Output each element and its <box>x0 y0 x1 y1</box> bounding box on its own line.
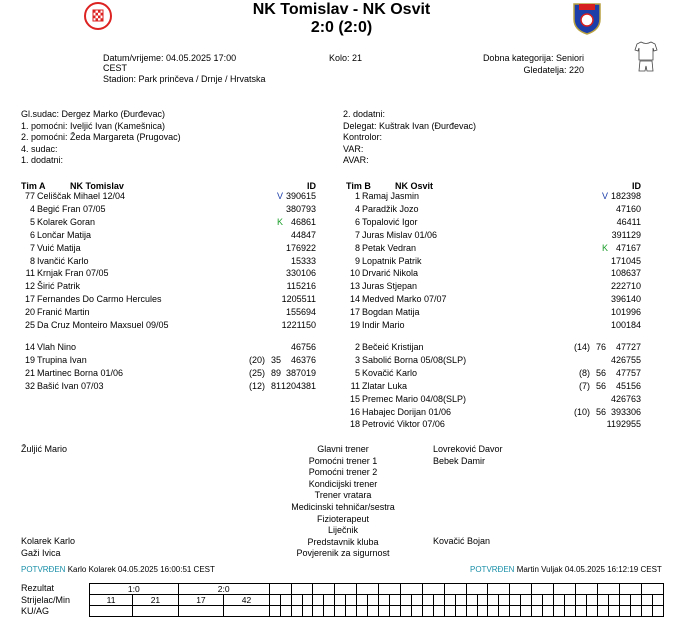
team-b-player-id: 46411 <box>616 216 641 227</box>
team-a-player-id: 1205511 <box>281 294 316 305</box>
team-b-player-id: 47167 <box>615 242 641 253</box>
team-a-sub-name: Bašić Ivan 07/03 <box>37 380 104 391</box>
team-a-player-id: 15333 <box>290 255 316 266</box>
scorer-minute-cell <box>554 595 565 606</box>
team-a-player-name: Celiščak Mihael 12/04 <box>37 191 126 201</box>
cards-cell <box>178 606 224 617</box>
scorer-minute-cell <box>455 595 466 606</box>
team-b-player-id: 171045 <box>610 255 641 266</box>
scorer-minute-cell: 17 <box>178 595 224 606</box>
staff-role-label: Pomoćni trener 1 <box>308 455 378 466</box>
team-b-sub-minute: 56 <box>595 367 606 378</box>
team-b-player-number: 9 <box>354 255 360 266</box>
team-b-sub-name: Premec Mario 04/08(SLP) <box>362 393 467 404</box>
cards-cell <box>357 606 368 617</box>
team-a-sub-id: 1204381 <box>280 380 316 391</box>
team-b-sub-name: Habajec Dorijan 01/06 <box>362 406 452 417</box>
scorer-minute-cell <box>565 595 576 606</box>
team-b-sub-name: Zlatar Luka <box>362 380 408 391</box>
cards-cell <box>630 606 641 617</box>
score-cell <box>313 584 335 595</box>
cards-cell <box>652 606 663 617</box>
team-b-label: Tim B <box>346 181 371 191</box>
cards-cell <box>554 606 565 617</box>
cards-cell <box>488 606 499 617</box>
cards-cell <box>499 606 510 617</box>
team-b-sub-number: 15 <box>349 393 360 404</box>
officials-left <box>21 109 181 167</box>
officials-right <box>343 109 476 167</box>
team-a-player-id: 1221150 <box>281 320 316 330</box>
score-cell <box>532 584 554 595</box>
team-b-id-header: ID <box>632 181 641 191</box>
team-b-player-number: 17 <box>349 307 360 318</box>
scorer-minute-cell <box>422 595 433 606</box>
team-a-sub-name: Vlah Nino <box>37 342 77 352</box>
score-cell <box>575 584 597 595</box>
team-a-security: Gaži Ivica <box>21 548 61 558</box>
team-a-player-number: 25 <box>24 320 35 330</box>
confirmation-text: Martin Vuljak 04.05.2025 16:12:19 CEST <box>516 565 662 574</box>
team-b-player-id: 182398 <box>610 191 641 201</box>
team-b-player-id: 108637 <box>610 268 641 279</box>
team-a-player-id: 155694 <box>285 307 316 318</box>
cards-cell <box>422 606 433 617</box>
cards-cell <box>575 606 586 617</box>
confirmation-text: Karlo Kolarek 04.05.2025 16:00:51 CEST <box>67 565 215 574</box>
cards-cell <box>532 606 543 617</box>
team-a-captain-mark: K <box>277 216 284 227</box>
cards-cell <box>565 606 576 617</box>
team-b-sub-number: 11 <box>350 380 360 391</box>
team-b-sub-number: 3 <box>354 354 360 365</box>
kit-jersey-icon <box>634 40 658 74</box>
team-b-sub-name: Kovačić Karlo <box>362 367 418 378</box>
team-a-keeper-mark: V <box>277 191 284 201</box>
team-b-sub-minute: 56 <box>595 380 606 391</box>
grid-label-result: Rezultat <box>21 583 55 593</box>
official-head-referee: Gl.sudac: Dergez Marko (Đurđevac) <box>21 109 166 119</box>
scorer-minute-cell <box>488 595 499 606</box>
team-b-player-name: Ramaj Jasmin <box>362 191 420 201</box>
cards-cell <box>368 606 379 617</box>
team-b-sub-number: 16 <box>349 406 360 417</box>
cards-cell <box>302 606 313 617</box>
scorer-minute-cell <box>302 595 313 606</box>
team-b-sub-id: 47757 <box>615 367 641 378</box>
scorer-minute-cell <box>477 595 488 606</box>
official-fourth: 4. sudac: <box>21 143 58 154</box>
team-a-player-number: 77 <box>24 191 35 201</box>
team-b-player-number: 4 <box>354 203 360 214</box>
cards-cell <box>586 606 597 617</box>
scorer-minute-cell <box>357 595 368 606</box>
team-a-player-number: 17 <box>24 294 35 305</box>
team-b-player-name: Topalović Igor <box>362 216 418 227</box>
team-a-player-number: 20 <box>24 307 35 318</box>
score-cell <box>422 584 444 595</box>
team-a-sub-replaced: (20) <box>248 354 265 365</box>
score-cell <box>357 584 379 595</box>
team-a-player-id: 390615 <box>285 191 316 201</box>
cards-cell <box>641 606 652 617</box>
cards-cell <box>444 606 455 617</box>
cards-cell <box>400 606 411 617</box>
team-a-sub-minute: 81 <box>270 380 281 391</box>
cards-cell <box>335 606 346 617</box>
scorer-minute-cell <box>324 595 335 606</box>
score-cell <box>554 584 576 595</box>
confirmation-team-b <box>470 565 662 574</box>
team-b-player-id: 101996 <box>610 307 641 318</box>
cards-cell <box>608 606 619 617</box>
staff-role-label: Kondicijski trener <box>308 478 378 489</box>
match-round: Kolo: 21 <box>329 53 363 63</box>
score-cell <box>466 584 488 595</box>
team-b-player-name: Medved Marko 07/07 <box>362 294 447 305</box>
scorer-minute-cell <box>543 595 554 606</box>
scorer-minute-cell <box>400 595 411 606</box>
team-b-player-name: Drvarić Nikola <box>362 268 419 279</box>
result-grid <box>89 583 664 617</box>
cards-cell <box>133 606 179 617</box>
team-a-sub-minute: 89 <box>270 367 281 378</box>
match-datetime: Datum/vrijeme: 04.05.2025 17:00 <box>103 53 237 63</box>
team-a-representative: Kolarek Karlo <box>21 536 76 546</box>
scorer-minute-cell: 11 <box>90 595 133 606</box>
team-a-sub-id: 46756 <box>290 342 316 352</box>
scorer-minute-cell <box>532 595 543 606</box>
cards-cell <box>510 606 521 617</box>
cards-cell <box>269 606 280 617</box>
score-cell <box>510 584 532 595</box>
cards-cell <box>224 606 270 617</box>
staff-roles <box>263 444 423 560</box>
team-a-sub-number: 19 <box>24 354 35 365</box>
team-a-player-name: Ivančić Karlo <box>37 255 89 266</box>
team-a-player-id: 380793 <box>285 203 316 214</box>
score-cell: 2:0 <box>178 584 269 595</box>
match-attendance: Gledatelja: 220 <box>523 65 584 75</box>
cards-cell <box>280 606 291 617</box>
team-b-player-number: 8 <box>354 242 360 253</box>
team-a-player-id: 176922 <box>285 242 316 253</box>
team-b-player-name: Bogdan Matija <box>362 307 420 318</box>
staff-role-label: Pomoćni trener 2 <box>308 467 378 478</box>
scorer-minute-cell <box>619 595 630 606</box>
team-b-sub-id: 1192955 <box>606 419 641 430</box>
grid-label-scorer: Strijelac/Min <box>21 595 71 605</box>
team-b-player-name: Juras Mislav 01/06 <box>362 229 438 240</box>
staff-role-label: Liječnik <box>327 525 358 536</box>
score-cell <box>619 584 641 595</box>
team-a-name: NK Tomislav <box>70 181 124 191</box>
away-club-logo <box>572 1 602 35</box>
scorer-minute-cell <box>390 595 401 606</box>
cards-cell <box>433 606 444 617</box>
cards-cell <box>411 606 422 617</box>
team-b-player-number: 19 <box>349 320 360 330</box>
scorer-minute-cell <box>641 595 652 606</box>
team-a-player-name: Vuić Matija <box>37 242 81 253</box>
cards-cell <box>477 606 488 617</box>
team-b-sub-name: Sabolić Borna 05/08(SLP) <box>362 354 467 365</box>
team-b-keeper-mark: V <box>602 191 609 201</box>
team-a-sub-name: Martinec Borna 01/06 <box>37 367 124 378</box>
cards-cell <box>390 606 401 617</box>
team-b-player-name: Petak Vedran <box>362 242 417 253</box>
team-a-sub-number: 32 <box>24 380 35 391</box>
team-a-player-number: 6 <box>29 229 35 240</box>
score-cell <box>641 584 663 595</box>
scorer-minute-cell <box>575 595 586 606</box>
match-title: NK Tomislav - NK Osvit <box>252 1 431 18</box>
score-cell <box>444 584 466 595</box>
team-a-player-name: Kolarek Goran <box>37 216 96 227</box>
team-b-sub-id: 393306 <box>610 406 641 417</box>
team-b-player-id: 396140 <box>610 294 641 305</box>
confirmation-team-a <box>21 565 215 574</box>
score-cell <box>269 584 291 595</box>
team-a-player-name: Lončar Matija <box>37 229 92 240</box>
cards-cell <box>455 606 466 617</box>
team-b-assistant-coach: Bebek Damir <box>433 456 486 466</box>
team-a-sub-minute: 35 <box>270 354 281 365</box>
cards-cell <box>466 606 477 617</box>
official-assistant-1: 1. pomoćni: Iveljić Ivan (Kamešnica) <box>21 120 166 131</box>
team-b-sub-number: 5 <box>354 367 360 378</box>
scorer-minute-cell <box>368 595 379 606</box>
team-b-captain-mark: K <box>602 242 609 253</box>
team-b-player-name: Paradžik Jozo <box>362 203 419 214</box>
score-cell <box>488 584 510 595</box>
team-b-sub-id: 45156 <box>615 380 641 391</box>
team-b-sub-number: 2 <box>354 342 360 352</box>
team-b-player-id: 47160 <box>615 203 641 214</box>
team-a-player-number: 8 <box>29 255 35 266</box>
official-avar: AVAR: <box>343 155 369 165</box>
score-cell: 1:0 <box>90 584 179 595</box>
cards-cell <box>379 606 390 617</box>
scorer-minute-cell <box>630 595 641 606</box>
scorer-minute-cell <box>379 595 390 606</box>
team-a-player-name: Krnjak Fran 07/05 <box>37 268 109 279</box>
staff-role-label: Fizioterapeut <box>316 513 370 524</box>
team-a-player-id: 330106 <box>285 268 316 279</box>
confirmed-badge: POTVRĐEN <box>21 565 66 574</box>
team-a-player-name: Da Cruz Monteiro Maxsuel 09/05 <box>37 320 169 330</box>
team-a-sub-replaced: (25) <box>248 367 265 378</box>
scorer-minute-cell <box>269 595 280 606</box>
team-a-player-id: 115216 <box>286 281 316 292</box>
team-b-player-number: 7 <box>354 229 360 240</box>
team-b-player-name: Lopatnik Patrik <box>362 255 422 266</box>
match-category: Dobna kategorija: Seniori <box>482 53 584 63</box>
cards-cell <box>291 606 302 617</box>
cards-cell <box>346 606 357 617</box>
result-grid-row <box>90 606 664 617</box>
scorer-minute-cell <box>608 595 619 606</box>
official-assistant-2: 2. pomoćni: Žeda Margareta (Prugovac) <box>21 132 181 142</box>
team-a-sub-name: Trupina Ivan <box>37 354 87 365</box>
team-a-sub-replaced: (12) <box>248 380 265 391</box>
team-a-sub-number: 14 <box>24 342 35 352</box>
match-timezone: CEST <box>103 63 128 73</box>
team-a-sub-number: 21 <box>24 367 35 378</box>
team-a-player-name: Fernandes Do Carmo Hercules <box>37 294 162 305</box>
team-b-player-number: 6 <box>354 216 360 227</box>
team-a-head-coach: Žuljić Mario <box>21 444 68 454</box>
team-a-player-number: 12 <box>24 281 35 292</box>
staff-role-label: Predstavnik kluba <box>307 536 379 547</box>
grid-label-cards: KU/AG <box>21 606 50 616</box>
team-b-name: NK Osvit <box>395 181 434 191</box>
cards-cell <box>90 606 133 617</box>
team-b-head-coach: Lovreković Davor <box>433 444 503 454</box>
confirmed-badge: POTVRĐEN <box>470 565 515 574</box>
staff-role-label: Medicinski tehničar/sestra <box>291 501 395 512</box>
team-a-player-name: Širić Patrik <box>37 281 81 292</box>
team-b-player-id: 391129 <box>611 229 641 240</box>
result-grid-row <box>90 584 664 595</box>
team-a-player-id: 44847 <box>290 229 316 240</box>
team-a-player-number: 4 <box>29 203 35 214</box>
team-b-sub-id: 426763 <box>610 393 641 404</box>
staff-role-label: Trener vratara <box>314 490 372 501</box>
scorer-minute-cell <box>444 595 455 606</box>
team-b-sub-name: Petrović Viktor 07/06 <box>362 419 445 430</box>
scorer-minute-cell <box>510 595 521 606</box>
official-controller: Kontrolor: <box>343 132 383 142</box>
cards-cell <box>313 606 324 617</box>
scorer-minute-cell <box>466 595 477 606</box>
official-additional-2: 2. dodatni: <box>343 109 386 119</box>
home-club-logo <box>84 2 112 30</box>
team-b-sub-replaced: (8) <box>579 367 590 378</box>
team-a-label: Tim A <box>21 181 46 191</box>
official-additional-1: 1. dodatni: <box>21 155 64 165</box>
team-b-sub-replaced: (14) <box>573 342 590 352</box>
match-stadium: Stadion: Park prinčeva / Drnje / Hrvatska <box>103 74 266 84</box>
team-b-player-number: 13 <box>349 281 360 292</box>
cards-cell <box>521 606 532 617</box>
scorer-minute-cell <box>521 595 532 606</box>
team-b-player-number: 10 <box>349 268 360 279</box>
team-a-player-id: 46861 <box>290 216 316 227</box>
team-a-player-number: 7 <box>29 242 35 253</box>
team-a-player-name: Begić Fran 07/05 <box>37 203 106 214</box>
cards-cell <box>324 606 335 617</box>
cards-cell <box>597 606 608 617</box>
scorer-minute-cell <box>433 595 444 606</box>
scorer-minute-cell <box>291 595 302 606</box>
team-a-player-number: 11 <box>25 268 35 279</box>
scorer-minute-cell: 42 <box>224 595 270 606</box>
team-b-sub-number: 18 <box>349 419 360 430</box>
team-b-sub-replaced: (10) <box>573 406 590 417</box>
scorer-minute-cell <box>346 595 357 606</box>
official-delegate: Delegat: Kuštrak Ivan (Đurđevac) <box>343 120 477 131</box>
scorer-minute-cell <box>652 595 663 606</box>
team-b-sub-minute: 76 <box>595 342 606 352</box>
scorer-minute-cell <box>411 595 422 606</box>
team-a-sub-id: 387019 <box>285 367 316 378</box>
team-b-sub-minute: 56 <box>595 406 606 417</box>
scorer-minute-cell <box>586 595 597 606</box>
official-var: VAR: <box>343 143 364 154</box>
team-b-representative: Kovačić Bojan <box>433 536 491 546</box>
team-a-sub-id: 46376 <box>290 354 316 365</box>
staff-role-label: Glavni trener <box>317 444 369 454</box>
scorer-minute-cell <box>313 595 324 606</box>
match-score: 2:0 (2:0) <box>310 19 373 36</box>
cards-cell <box>543 606 554 617</box>
team-a-player-name: Franić Martin <box>37 307 90 318</box>
score-cell <box>597 584 619 595</box>
scorer-minute-cell <box>335 595 346 606</box>
scorer-minute-cell <box>499 595 510 606</box>
team-b-sub-replaced: (7) <box>579 380 590 391</box>
team-a-id-header: ID <box>307 181 316 191</box>
result-grid-row <box>90 595 664 606</box>
score-cell <box>400 584 422 595</box>
scorer-minute-cell <box>280 595 291 606</box>
team-a-player-number: 5 <box>29 216 35 227</box>
team-b-player-id: 100184 <box>610 320 641 330</box>
team-b-sub-id: 47727 <box>615 342 641 352</box>
score-cell <box>379 584 401 595</box>
team-b-sub-name: Bečeić Kristijan <box>362 342 424 352</box>
team-b-player-name: Indir Mario <box>362 320 405 330</box>
team-b-player-name: Juras Stjepan <box>362 281 418 292</box>
team-b-player-number: 1 <box>354 191 360 201</box>
score-cell <box>335 584 357 595</box>
staff-role-label: Povjerenik za sigurnost <box>296 548 390 559</box>
team-b-player-id: 222710 <box>610 281 641 292</box>
score-cell <box>291 584 313 595</box>
team-b-sub-id: 426755 <box>610 354 641 365</box>
cards-cell <box>619 606 630 617</box>
scorer-minute-cell: 21 <box>133 595 179 606</box>
team-b-player-number: 14 <box>349 294 360 305</box>
scorer-minute-cell <box>597 595 608 606</box>
